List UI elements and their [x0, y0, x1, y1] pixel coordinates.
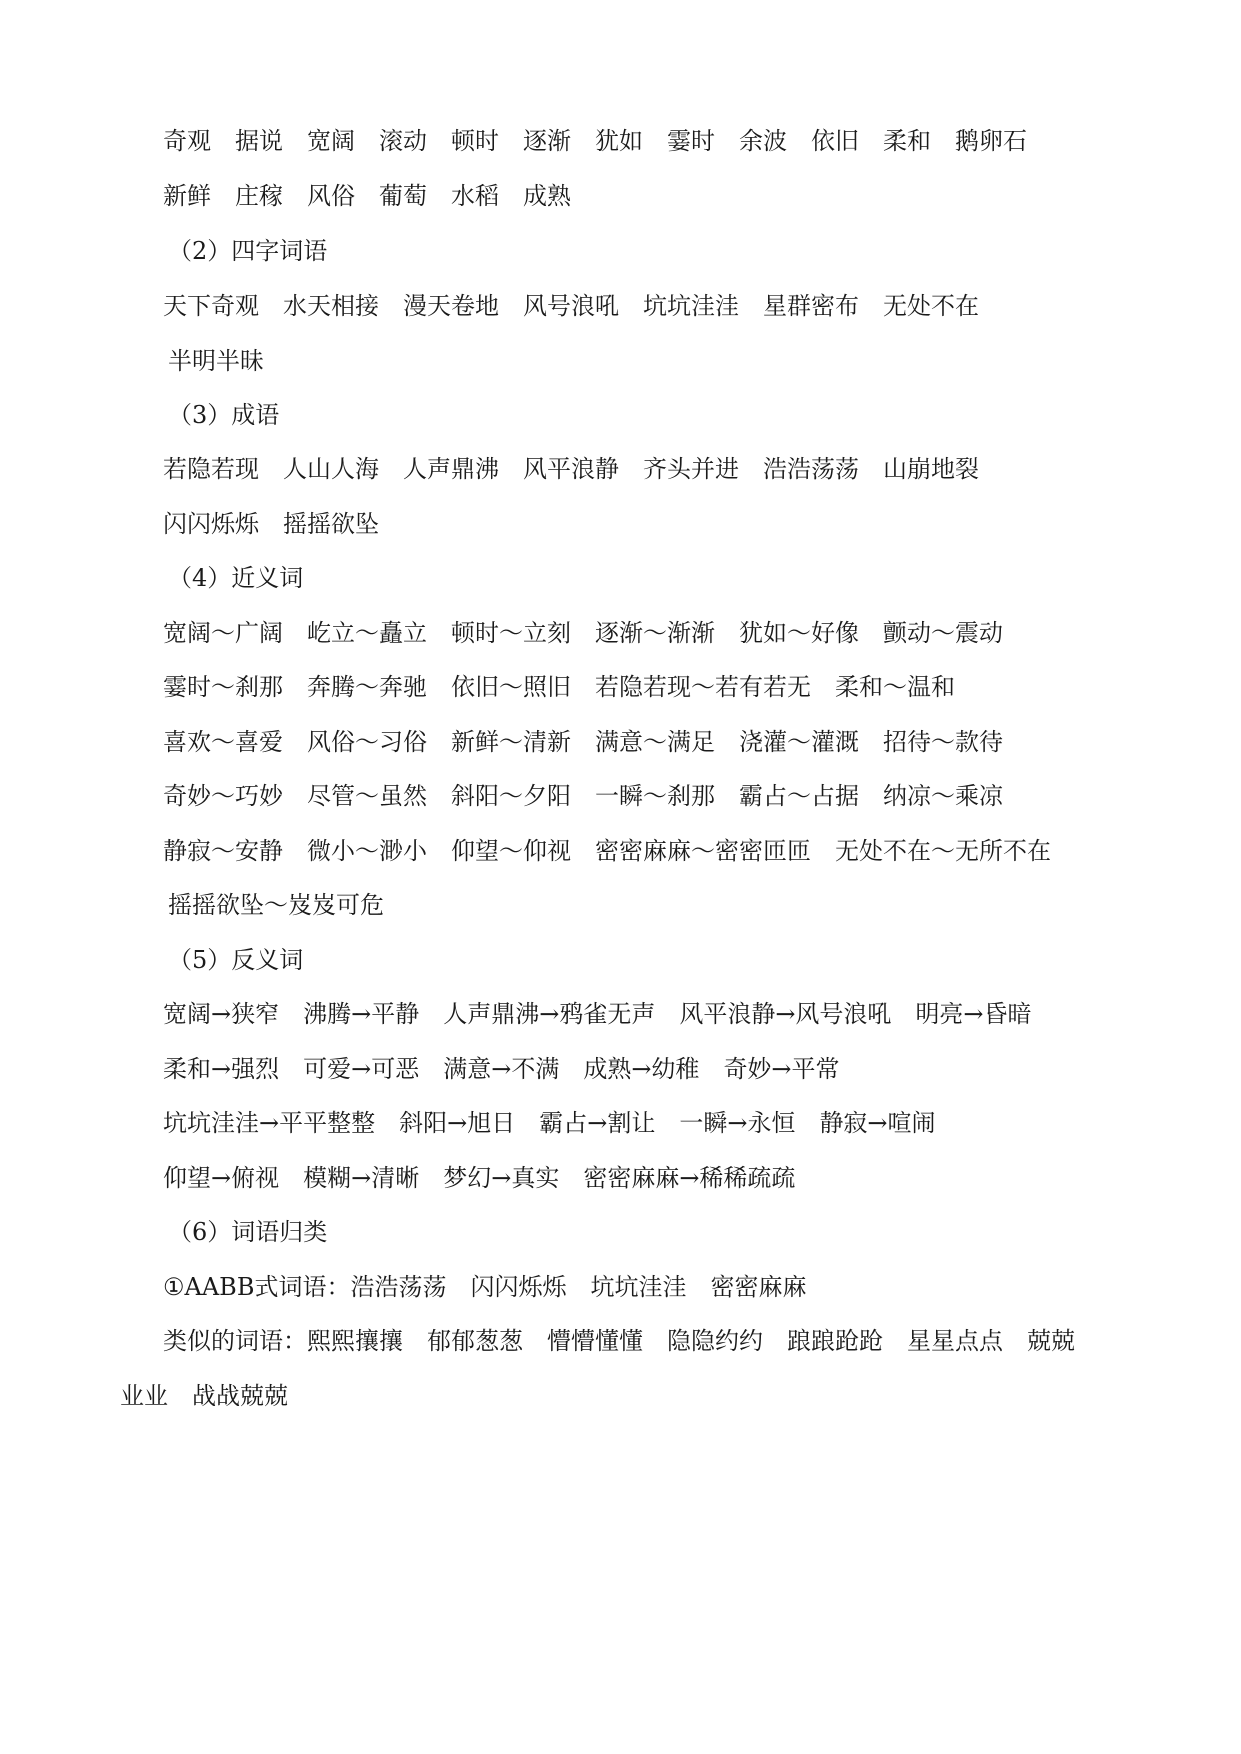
word-item: 坑坑洼洼	[643, 292, 739, 320]
word-item: 满意→不满	[443, 1055, 560, 1083]
word-item: 人声鼎沸	[403, 455, 499, 483]
word-item: 踉踉跄跄	[787, 1327, 883, 1355]
word-item: 若隐若现～若有若无	[595, 673, 811, 701]
word-line	[163, 999, 1032, 1029]
word-line	[163, 836, 1051, 866]
section-heading: （2）四字词语	[168, 237, 328, 265]
word-item: 人山人海	[283, 455, 379, 483]
word-line	[163, 781, 1003, 811]
word-item: 郁郁葱葱	[427, 1327, 523, 1355]
word-item: 坑坑洼洼→平平整整	[163, 1109, 376, 1137]
word-item: 余波	[739, 127, 787, 155]
word-item: 明亮→昏暗	[915, 1000, 1032, 1028]
word-item: 据说	[235, 127, 283, 155]
word-item: 浇灌～灌溉	[739, 728, 859, 756]
word-item: 梦幻→真实	[443, 1164, 560, 1192]
word-item: 逐渐	[523, 127, 571, 155]
word-item: 业业	[120, 1382, 168, 1410]
word-item: 奇观	[163, 127, 211, 155]
word-item: 沸腾→平静	[303, 1000, 420, 1028]
word-item: 浩浩荡荡	[763, 455, 859, 483]
word-item: 新鲜～清新	[451, 728, 571, 756]
section-heading: （6）词语归类	[168, 1218, 328, 1246]
word-item: 柔和→强烈	[163, 1055, 280, 1083]
word-item: 风号浪吼	[523, 292, 619, 320]
section-heading: （3）成语	[168, 401, 280, 429]
word-item: 奔腾～奔驰	[307, 673, 427, 701]
section-heading: （4）近义词	[168, 564, 304, 592]
word-item: 人声鼎沸→鸦雀无声	[443, 1000, 656, 1028]
word-item: 风俗～习俗	[307, 728, 427, 756]
word-line	[163, 1326, 1075, 1356]
word-item: 屹立～矗立	[307, 619, 427, 647]
word-item: 奇妙～巧妙	[163, 782, 283, 810]
word-line	[163, 1108, 936, 1138]
word-item: 密密麻麻→稀稀疏疏	[583, 1164, 796, 1192]
word-item: 无处不在	[883, 292, 979, 320]
word-item: 兢兢	[1027, 1327, 1075, 1355]
word-line	[120, 1381, 288, 1411]
word-item: 密密麻麻	[710, 1273, 807, 1301]
word-item: 成熟	[523, 182, 571, 210]
word-line	[163, 509, 379, 539]
word-item: 依旧～照旧	[451, 673, 571, 701]
word-item: 奇妙→平常	[723, 1055, 840, 1083]
word-item: 霸占～占据	[739, 782, 859, 810]
word-item: 满意～满足	[595, 728, 715, 756]
word-line	[163, 1054, 840, 1084]
word-item: 鹅卵石	[955, 127, 1027, 155]
word-item: 逐渐～渐渐	[595, 619, 715, 647]
word-item: 斜阳→旭日	[399, 1109, 516, 1137]
word-line	[163, 727, 1003, 757]
word-item: 仰望→俯视	[163, 1164, 280, 1192]
word-item: 天下奇观	[163, 292, 259, 320]
word-line	[163, 291, 979, 321]
word-item: 一瞬→永恒	[679, 1109, 796, 1137]
word-line	[168, 890, 384, 920]
word-item: 葡萄	[379, 182, 427, 210]
word-item: 霎时	[667, 127, 715, 155]
word-item: 摇摇欲坠～岌岌可危	[168, 891, 384, 919]
word-item: 风平浪静→风号浪吼	[679, 1000, 892, 1028]
word-item: 摇摇欲坠	[283, 510, 379, 538]
word-item: 类似的词语：熙熙攘攘	[163, 1327, 403, 1355]
word-item: 宽阔	[307, 127, 355, 155]
word-item: 尽管～虽然	[307, 782, 427, 810]
word-line	[163, 181, 571, 211]
word-item: 密密麻麻～密密匝匝	[595, 837, 811, 865]
word-item: 霸占→割让	[539, 1109, 656, 1137]
word-item: 仰望～仰视	[451, 837, 571, 865]
word-item: 斜阳～夕阳	[451, 782, 571, 810]
word-item: 顿时	[451, 127, 499, 155]
word-item: 静寂～安静	[163, 837, 283, 865]
word-item: 霎时～刹那	[163, 673, 283, 701]
word-item: 顿时～立刻	[451, 619, 571, 647]
word-line	[163, 454, 979, 484]
word-item: 若隐若现	[163, 455, 259, 483]
word-item: 水稻	[451, 182, 499, 210]
word-item: 宽阔→狭窄	[163, 1000, 280, 1028]
word-item: 漫天卷地	[403, 292, 499, 320]
word-item: 柔和	[883, 127, 931, 155]
word-item: 坑坑洼洼	[590, 1273, 687, 1301]
word-item: 山崩地裂	[883, 455, 979, 483]
word-item: 滚动	[379, 127, 427, 155]
word-item: 隐隐约约	[667, 1327, 763, 1355]
word-item: 无处不在～无所不在	[835, 837, 1051, 865]
word-item: 一瞬～刹那	[595, 782, 715, 810]
word-item: 新鲜	[163, 182, 211, 210]
word-line	[163, 126, 1027, 156]
word-line	[168, 346, 264, 376]
word-item: 星群密布	[763, 292, 859, 320]
word-item: 模糊→清晰	[303, 1164, 420, 1192]
word-item: 风俗	[307, 182, 355, 210]
word-item: 齐头并进	[643, 455, 739, 483]
word-item: ①AABB式词语：浩浩荡荡	[163, 1273, 447, 1301]
word-item: 依旧	[811, 127, 859, 155]
word-item: 宽阔～广阔	[163, 619, 283, 647]
word-item: 招待～款待	[883, 728, 1003, 756]
word-item: 闪闪烁烁	[470, 1273, 567, 1301]
word-item: 颤动～震动	[883, 619, 1003, 647]
word-item: 静寂→喧闹	[819, 1109, 936, 1137]
word-item: 犹如～好像	[739, 619, 859, 647]
word-item: 喜欢～喜爱	[163, 728, 283, 756]
word-item: 风平浪静	[523, 455, 619, 483]
word-item: 可爱→可恶	[303, 1055, 420, 1083]
word-line	[163, 1272, 806, 1302]
word-line	[163, 618, 1003, 648]
section-heading: （5）反义词	[168, 946, 304, 974]
word-item: 半明半昧	[168, 347, 264, 375]
word-item: 成熟→幼稚	[583, 1055, 700, 1083]
word-item: 纳凉～乘凉	[883, 782, 1003, 810]
word-item: 犹如	[595, 127, 643, 155]
word-item: 微小～渺小	[307, 837, 427, 865]
word-item: 战战兢兢	[192, 1382, 288, 1410]
word-item: 庄稼	[235, 182, 283, 210]
word-item: 懵懵懂懂	[547, 1327, 643, 1355]
word-item: 闪闪烁烁	[163, 510, 259, 538]
word-item: 柔和～温和	[835, 673, 955, 701]
word-line	[163, 672, 955, 702]
word-line	[163, 1163, 795, 1193]
word-item: 水天相接	[283, 292, 379, 320]
word-item: 星星点点	[907, 1327, 1003, 1355]
